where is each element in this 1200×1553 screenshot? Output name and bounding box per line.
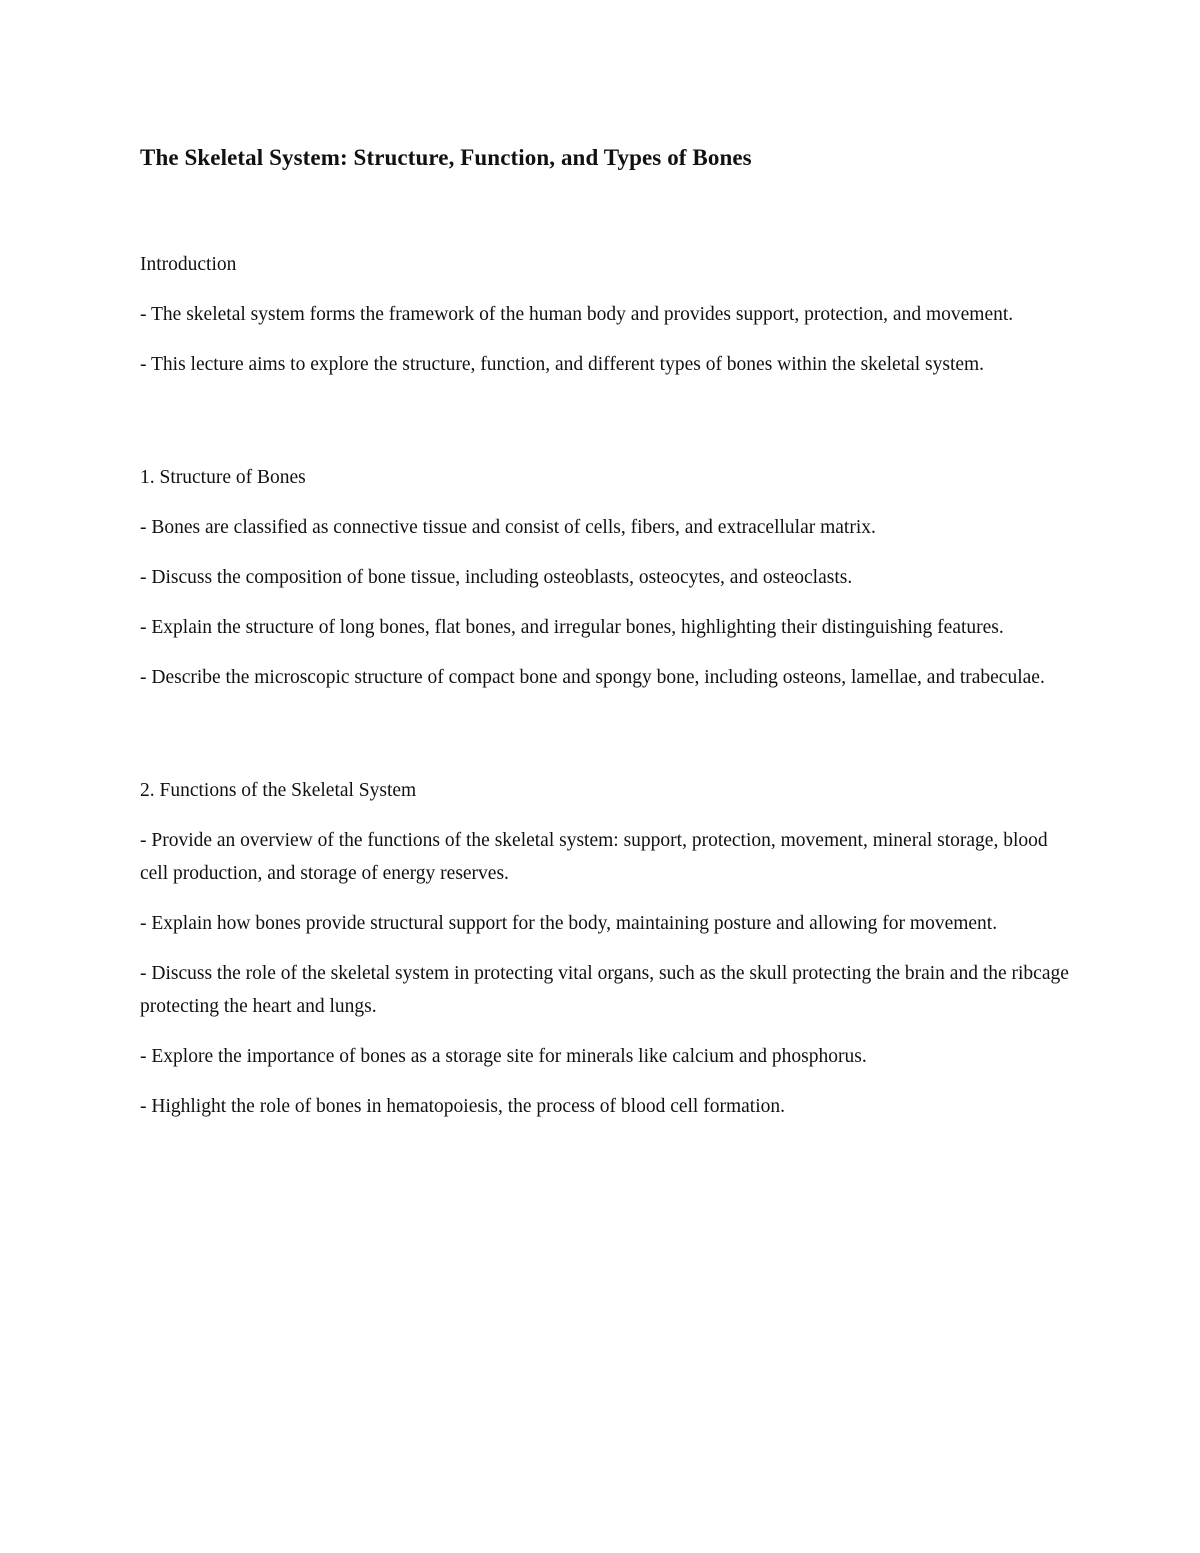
bullet-item: - The skeletal system forms the framework of the human body and provides support, protection, and movement. [140, 304, 1014, 325]
document-title: The Skeletal System: Structure, Function, and Types of Bones [140, 145, 752, 170]
section-heading: Introduction [140, 254, 237, 275]
bullet-item: - This lecture aims to explore the structure, function, and different types of bones within the skeletal system. [140, 354, 985, 375]
section-introduction [140, 248, 1070, 381]
bullet-item: - Explain how bones provide structural support for the body, maintaining posture and allowing for movement. [140, 913, 998, 934]
section-functions-of-skeletal-system [140, 774, 1070, 1123]
bullet-item: - Discuss the composition of bone tissue, including osteoblasts, osteocytes, and osteoclasts. [140, 567, 853, 588]
section-structure-of-bones [140, 461, 1070, 694]
bullet-item: - Explain the structure of long bones, flat bones, and irregular bones, highlighting their distinguishing features. [140, 617, 1004, 638]
section-heading: 1. Structure of Bones [140, 467, 306, 488]
bullet-item: - Bones are classified as connective tissue and consist of cells, fibers, and extracellular matrix. [140, 517, 876, 538]
document-page [140, 141, 1070, 1123]
bullet-item: - Discuss the role of the skeletal system in protecting vital organs, such as the skull protecting the brain and the ribcage protecting the heart and lungs. [140, 963, 1069, 1017]
bullet-item: - Provide an overview of the functions of the skeletal system: support, protection, movement, mineral storage, blood cell production, and storage of energy reserves. [140, 830, 1048, 884]
bullet-item: - Explore the importance of bones as a storage site for minerals like calcium and phosphorus. [140, 1046, 867, 1067]
section-heading: 2. Functions of the Skeletal System [140, 780, 417, 801]
bullet-item: - Highlight the role of bones in hematopoiesis, the process of blood cell formation. [140, 1096, 785, 1117]
bullet-item: - Describe the microscopic structure of compact bone and spongy bone, including osteons, lamellae, and trabeculae. [140, 667, 1045, 688]
